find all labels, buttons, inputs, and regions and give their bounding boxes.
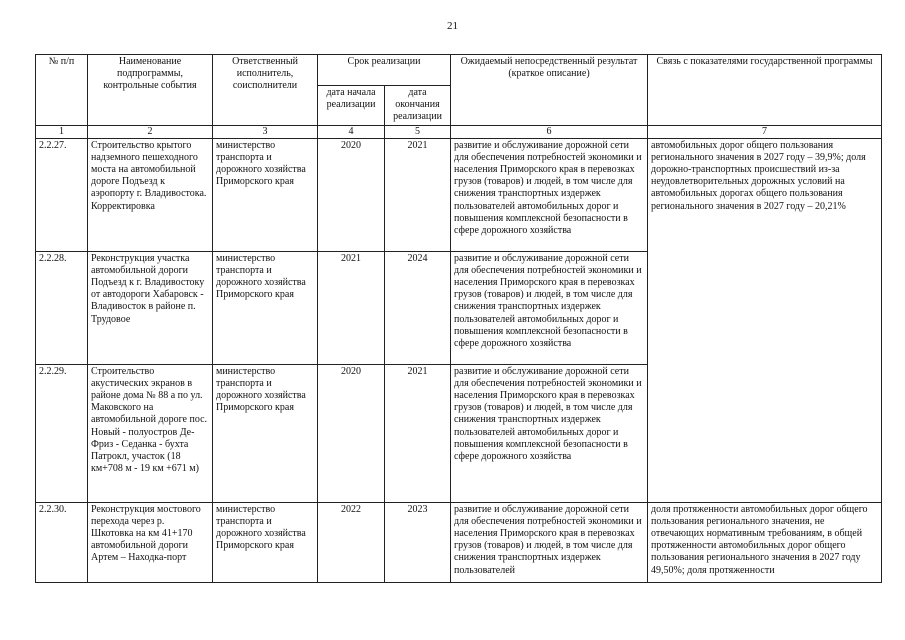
event-name: Строительство акустических экранов в районе дома № 88 а по ул. Маковского на автомобильной дороге пос. Новый - полуостров Де-Фриз - Седанка - бухта Патрокл, участок (18 км+708 м - 19 км +671 м) [88,364,213,502]
start-date: 2020 [318,364,385,502]
expected-result: развитие и обслуживание дорожной сети для обеспечения потребностей экономики и населения Приморского края в перевозках грузов (товаров) и людей, в том числе для снижения транспортных издержек пользователей автомобильных дорог и повышения комплексной безопасности в сфере дорожного хозяйства [451,251,648,364]
start-date: 2020 [318,138,385,251]
end-date: 2023 [385,502,451,582]
column-number: 6 [451,125,648,138]
expected-result: развитие и обслуживание дорожной сети для обеспечения потребностей экономики и населения Приморского края в перевозках грузов (товаров) и людей, в том числе для снижения транспортных издержек пользователей автомобильных дорог и повышения комплексной безопасности в сфере дорожного хозяйства [451,364,648,502]
start-date: 2021 [318,251,385,364]
row-number: 2.2.29. [36,364,88,502]
header-num: № п/п [36,55,88,126]
row-number: 2.2.27. [36,138,88,251]
column-number: 7 [648,125,882,138]
column-number: 5 [385,125,451,138]
header-executor: Ответственный исполнитель, соисполнители [213,55,318,126]
program-indicator-link: автомобильных дорог общего пользования регионального значения в 2027 году – 39,9%; доля дорожно-транспортных происшествий из-за неудовлетворительных дорожных условий на автомобильных дорогах общего пользования регионального значения в 2027 году – 20,21% [648,138,882,502]
end-date: 2021 [385,364,451,502]
event-name: Реконструкция мостового перехода через р. Шкотовка на км 41+170 автомобильной дороги Артем – Находка-порт [88,502,213,582]
expected-result: развитие и обслуживание дорожной сети для обеспечения потребностей экономики и населения Приморского края в перевозках грузов (товаров) и людей, в том числе для снижения транспортных издержек пользователей автомобильных дорог и повышения комплексной безопасности в сфере дорожного хозяйства [451,138,648,251]
header-start: дата начала реализации [318,86,385,126]
executor: министерство транспорта и дорожного хозяйства Приморского края [213,364,318,502]
header-result: Ожидаемый непосредственный результат (краткое описание) [451,55,648,126]
end-date: 2021 [385,138,451,251]
page-number: 21 [447,20,458,32]
event-name: Строительство крытого надземного пешеходного моста на автомобильной дороге Подъезд к аэропорту г. Владивостока. Корректировка [88,138,213,251]
column-number: 1 [36,125,88,138]
header-name: Наименование подпрограммы, контрольные события [88,55,213,126]
column-number: 4 [318,125,385,138]
header-term: Срок реализации [318,55,451,86]
table-row [36,502,882,582]
program-events-table [35,54,882,583]
expected-result: развитие и обслуживание дорожной сети для обеспечения потребностей экономики и населения Приморского края в перевозках грузов (товаров) и людей, в том числе для снижения транспортных издержек пользователей [451,502,648,582]
program-indicator-link: доля протяженности автомобильных дорог общего пользования регионального значения, не отвечающих нормативным требованиям, в общей протяженности автомобильных дорог общего пользования регионального значения в 2027 году 49,50%; доля протяженности [648,502,882,582]
end-date: 2024 [385,251,451,364]
executor: министерство транспорта и дорожного хозяйства Приморского края [213,251,318,364]
header-row [36,55,882,86]
start-date: 2022 [318,502,385,582]
column-number: 3 [213,125,318,138]
header-link: Связь с показателями государственной программы [648,55,882,126]
row-number: 2.2.30. [36,502,88,582]
executor: министерство транспорта и дорожного хозяйства Приморского края [213,138,318,251]
executor: министерство транспорта и дорожного хозяйства Приморского края [213,502,318,582]
row-number: 2.2.28. [36,251,88,364]
column-number: 2 [88,125,213,138]
table-row [36,138,882,251]
column-number-row [36,125,882,138]
header-end: дата окончания реализации [385,86,451,126]
event-name: Реконструкция участка автомобильной дороги Подъезд к г. Владивостоку от автодороги Хабаровск - Владивосток в районе п. Трудовое [88,251,213,364]
